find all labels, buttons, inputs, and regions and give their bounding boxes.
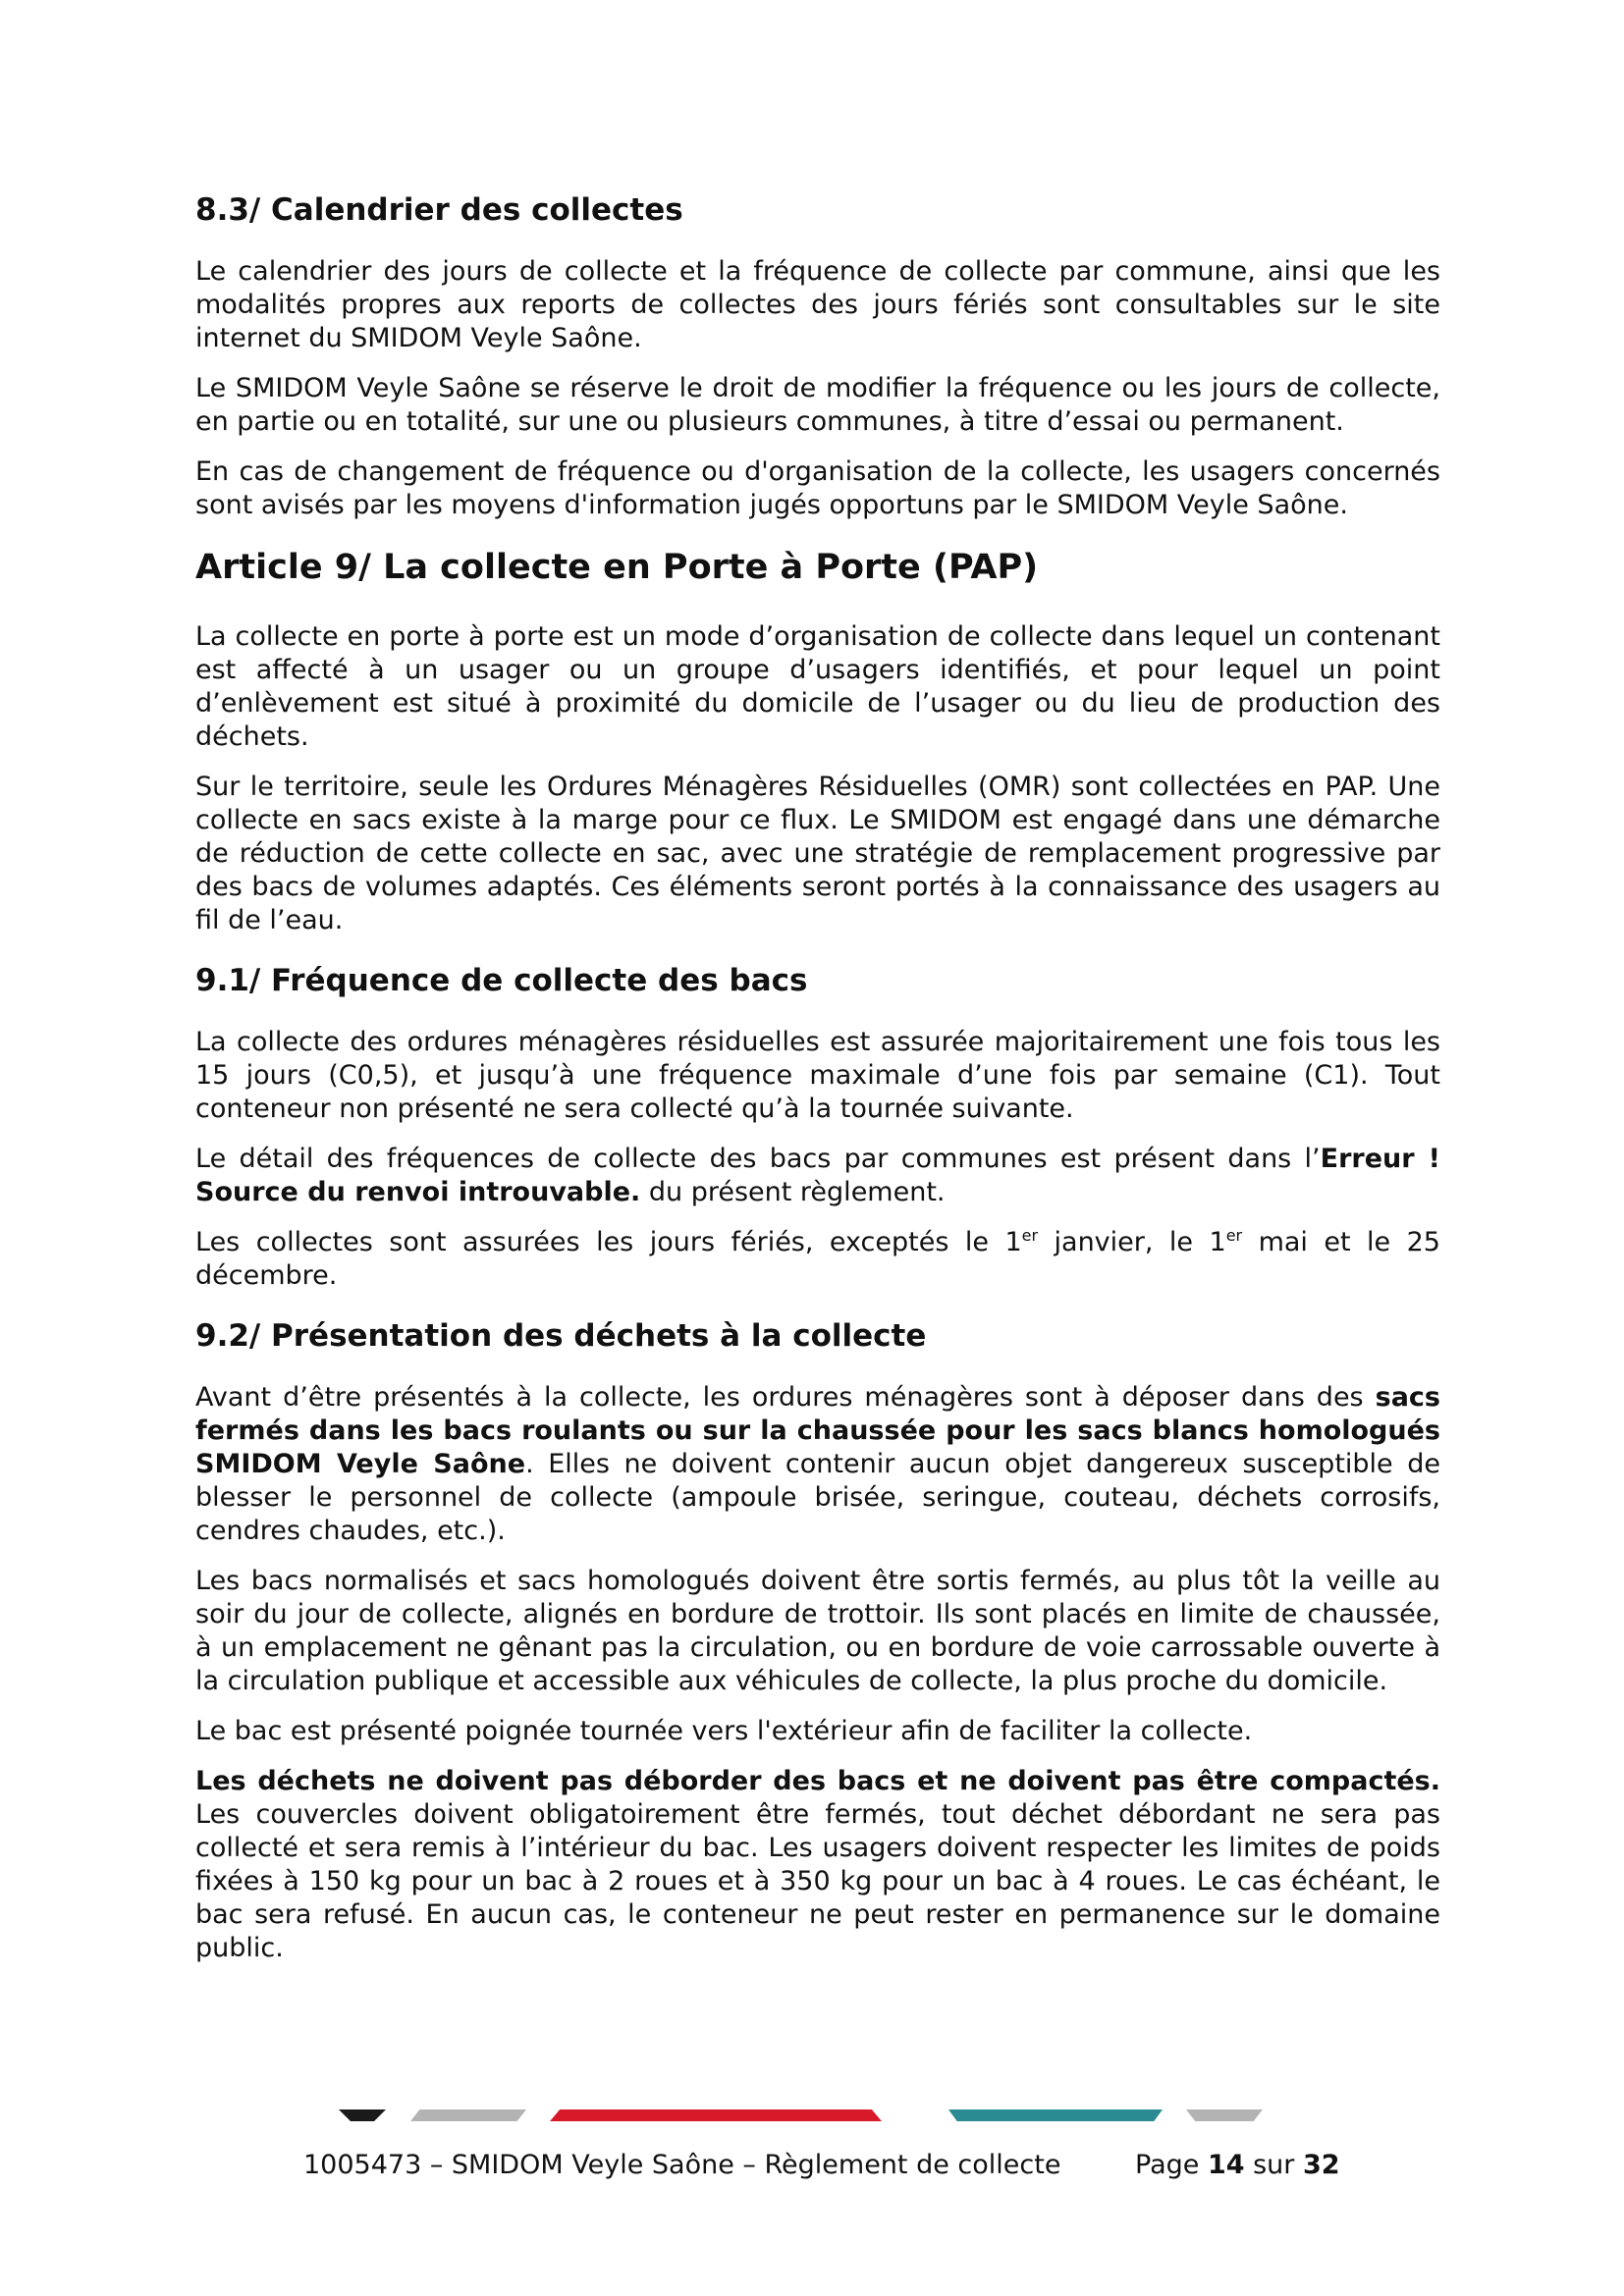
section-heading: 9.1/ Fréquence de collecte des bacs — [195, 963, 808, 998]
footer-bar-teal — [948, 2109, 1163, 2121]
bold-text: Les déchets ne doivent pas déborder des bacs et ne doivent pas être compactés. — [195, 1766, 1440, 1796]
section-heading: 9.2/ Présentation des déchets à la collecte — [195, 1318, 927, 1354]
superscript: er — [1021, 1226, 1039, 1245]
page-label: Page — [1135, 2150, 1208, 2180]
paragraph — [195, 1381, 1440, 1548]
text-run: . Elles ne doivent contenir aucun objet dangereux susceptible de blesser le personnel de collecte (ampoule brisée, seringue, couteau, déchets corrosifs, cendres chaudes, etc.). — [195, 1449, 1440, 1546]
paragraph — [195, 1143, 1440, 1209]
text-run: Avant d’être présentés à la collecte, les ordures ménagères sont à déposer dans des — [195, 1382, 1376, 1413]
section-heading: 8.3/ Calendrier des collectes — [195, 192, 683, 228]
footer-document-title: 1005473 – SMIDOM Veyle Saône – Règlement de collecte — [303, 2150, 1061, 2180]
footer-bar-gray — [410, 2109, 526, 2121]
paragraph: La collecte des ordures ménagères résiduelles est assurée majoritairement une fois tous les 15 jours (C0,5), et jusqu’à une fréquence maximale d’une fois par semaine (C1). Tout conteneur non présenté ne sera collecté qu’à la tournée suivante. — [195, 1027, 1440, 1124]
paragraph: Sur le territoire, seule les Ordures Ménagères Résiduelles (OMR) sont collectées en PAP. Une collecte en sacs existe à la marge pour ce flux. Le SMIDOM est engagé dans une démarche de réduction de cette collecte en sac, avec une stratégie de remplacement progressive par des bacs de volumes adaptés. Ces éléments seront portés à la connaissance des usagers au fil de l’eau. — [195, 772, 1440, 935]
page-content — [195, 192, 1440, 1991]
article-heading: Article 9/ La collecte en Porte à Porte (PAP) — [195, 548, 1039, 587]
of-label: sur — [1244, 2150, 1303, 2180]
current-page: 14 — [1207, 2150, 1245, 2180]
paragraph: Le SMIDOM Veyle Saône se réserve le droit de modifier la fréquence ou les jours de collecte, en partie ou en totalité, sur une ou plusieurs communes, à titre d’essai ou permanent. — [195, 373, 1440, 437]
section-8-3 — [195, 192, 1440, 522]
footer-decorative-bars — [0, 2109, 1624, 2123]
text-run: Les collectes sont assurées les jours fériés, exceptés le 1 — [195, 1227, 1022, 1257]
section-9-1 — [195, 963, 1440, 1293]
paragraph: Le bac est présenté poignée tournée vers l'extérieur afin de faciliter la collecte. — [195, 1716, 1253, 1746]
article-9 — [195, 548, 1440, 937]
total-pages: 32 — [1302, 2150, 1340, 2180]
section-9-2 — [195, 1318, 1440, 1965]
text-run: janvier, le 1 — [1038, 1227, 1226, 1257]
bold-text: sacs fermés dans les bacs roulants ou sur la chaussée pour les sacs blancs homologués SMIDOM Veyle Saône — [195, 1382, 1440, 1479]
paragraph: La collecte en porte à porte est un mode d’organisation de collecte dans lequel un contenant est affecté à un usager ou un groupe d’usagers identifiés, et pour lequel un point d’enlèvement est situé à proximité du domicile de l’usager ou du lieu de production des déchets. — [195, 621, 1440, 752]
footer-bar-red — [550, 2109, 882, 2121]
text-run: mai et le 25 décembre. — [195, 1227, 1440, 1291]
footer-page-number — [1135, 2150, 1340, 2180]
paragraph — [195, 1226, 1440, 1293]
paragraph: Le calendrier des jours de collecte et la fréquence de collecte par commune, ainsi que les modalités propres aux reports de collectes des jours fériés sont consultables sur le site internet du SMIDOM Veyle Saône. — [195, 256, 1440, 353]
text-run: du présent règlement. — [640, 1177, 946, 1207]
text-run: Les couvercles doivent obligatoirement être fermés, tout déchet débordant ne sera pas collecté et sera remis à l’intérieur du bac. Les usagers doivent respecter les limites de poids fixées à 150 kg pour un bac à 2 roues et à 350 kg pour un bac à 4 roues. Le cas échéant, le bac sera refusé. En aucun cas, le conteneur ne peut rester en permanence sur le domaine public. — [195, 1799, 1440, 1963]
paragraph — [195, 1765, 1440, 1965]
paragraph: Les bacs normalisés et sacs homologués doivent être sortis fermés, au plus tôt la veille au soir du jour de collecte, alignés en bordure de trottoir. Ils sont placés en limite de chaussée, à un emplacement ne gênant pas la circulation, ou en bordure de voie carrossable ouverte à la circulation publique et accessible aux véhicules de collecte, la plus proche du domicile. — [195, 1566, 1440, 1696]
text-run: Le détail des fréquences de collecte des bacs par communes est présent dans l’ — [195, 1144, 1321, 1174]
paragraph: En cas de changement de fréquence ou d'organisation de la collecte, les usagers concernés sont avisés par les moyens d'information jugés opportuns par le SMIDOM Veyle Saône. — [195, 456, 1440, 520]
broken-reference-text: Erreur ! Source du renvoi introuvable. — [195, 1144, 1440, 1207]
footer-bar-gray-right — [1186, 2109, 1263, 2121]
footer-bar-black — [339, 2109, 386, 2121]
superscript: er — [1225, 1226, 1243, 1245]
